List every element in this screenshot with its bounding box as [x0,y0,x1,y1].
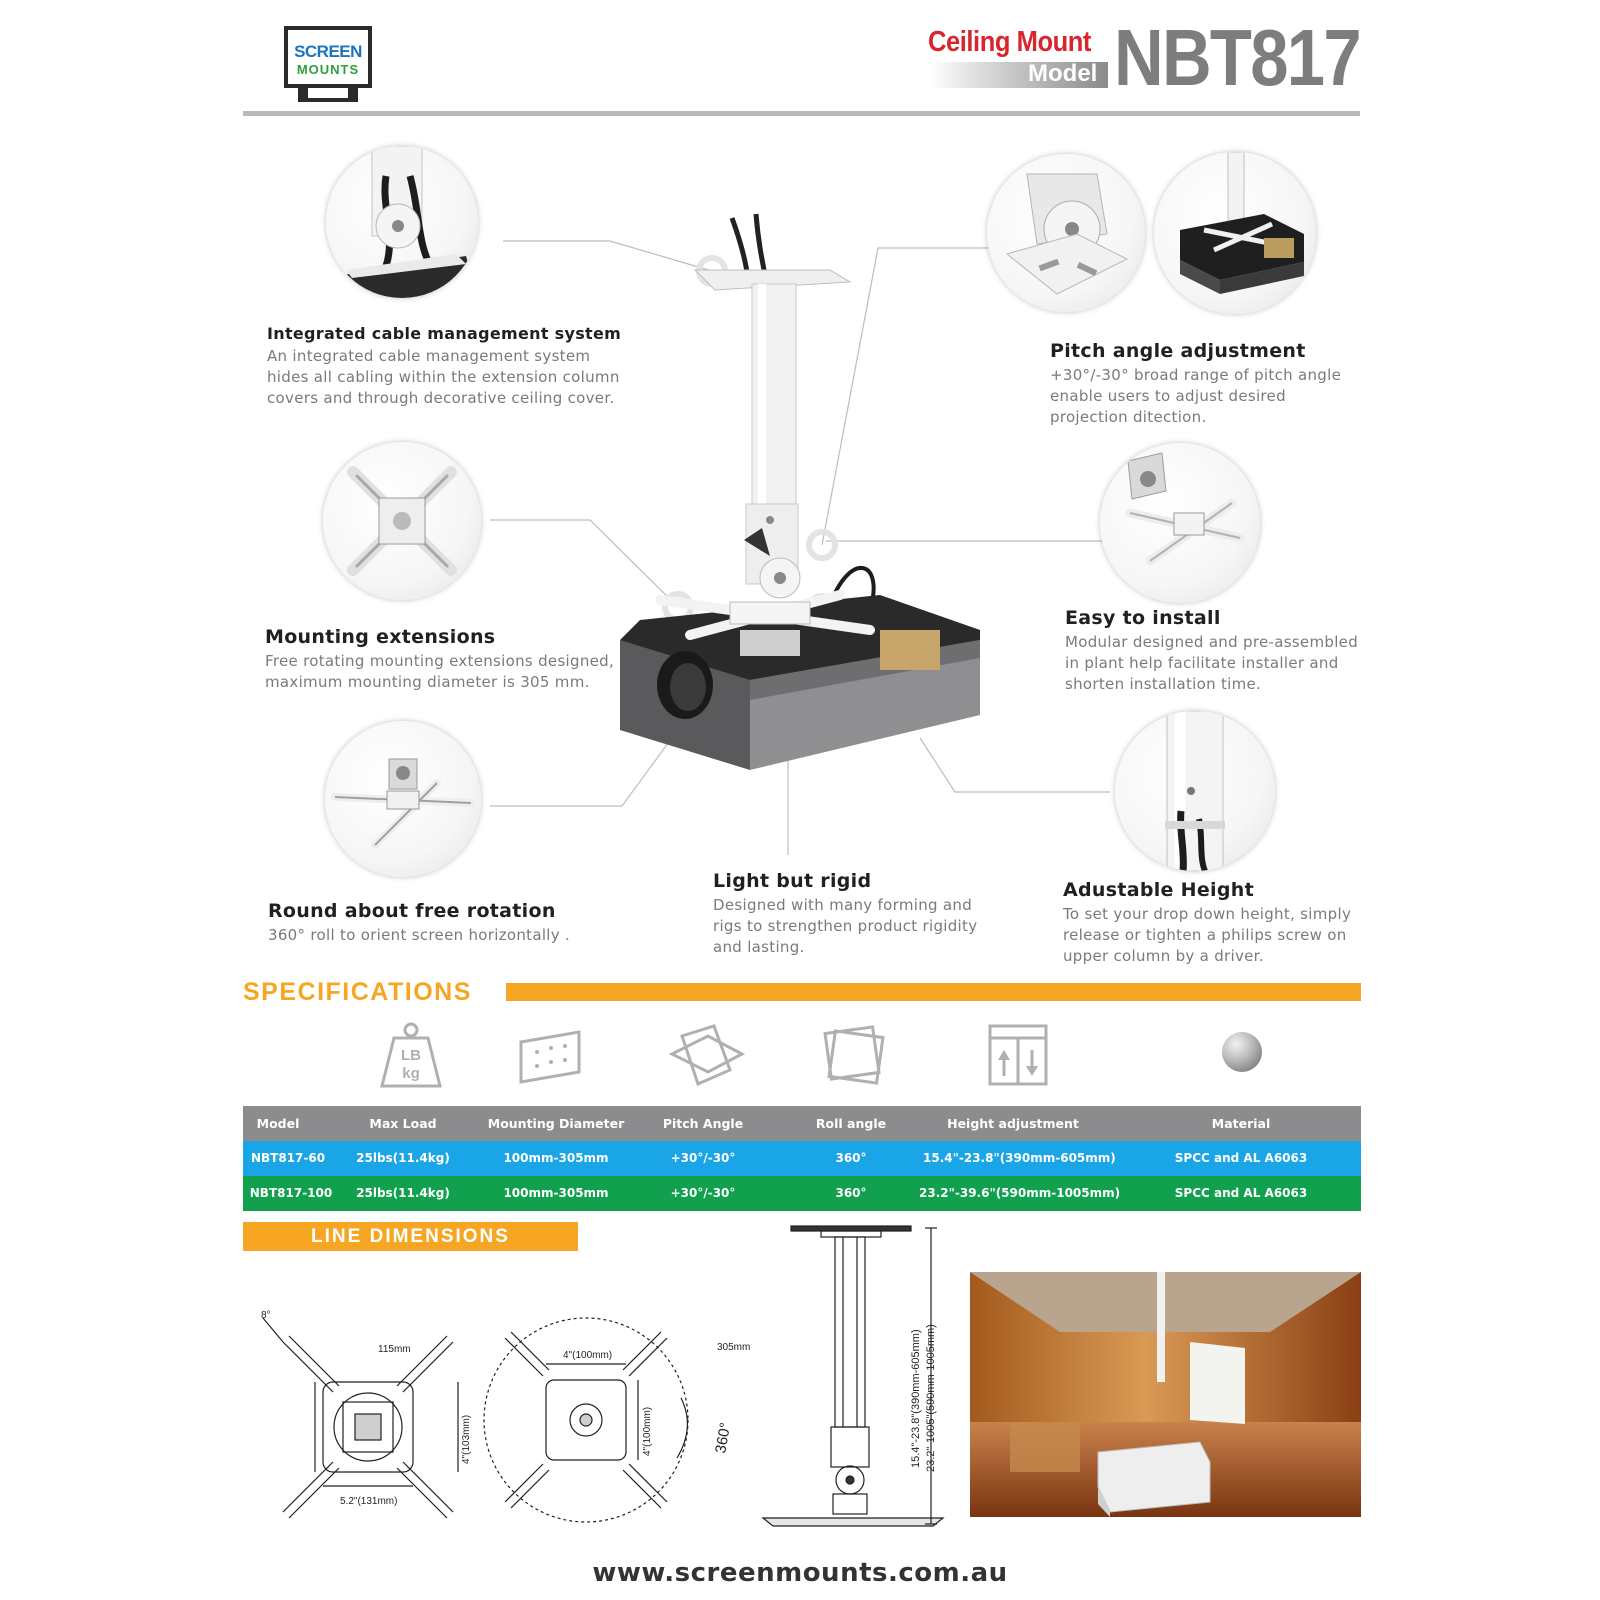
feature-title: Round about free rotation [268,900,556,922]
room-installation-photo [970,1272,1361,1517]
dim-height-1: 15.4"-23.8"(390mm-605mm) [910,1329,922,1468]
dim-d115: 115mm [378,1344,411,1355]
pitch-joint-photo [987,154,1145,312]
feature-description: Modular designed and pre-assembled in plant help facilitate installer and shorten installation time. [1065,633,1359,693]
cable-management-photo [326,146,478,298]
feature-description: Designed with many forming and rigs to strengthen product rigidity and lasting. [713,896,978,956]
screen-mounts-logo [280,18,376,106]
feature-title: Adustable Height [1063,879,1254,901]
feature-easy-install [1065,607,1375,695]
feature-description: +30°/-30° broad range of pitch angle enable users to adjust desired projection ditection. [1050,366,1342,426]
weight-icon-lb: LB [401,1047,421,1064]
feature-description: An integrated cable management system hides all cabling within the extension column covers and through decorative ceiling cover. [267,347,620,407]
line-dimensions-title: LINE DIMENSIONS [311,1226,510,1247]
feature-cable-management [267,324,627,409]
specifications-title: SPECIFICATIONS [243,978,472,1006]
model-code: NBT817 [1114,13,1360,102]
logo-stand [298,88,358,102]
feature-description: 360° roll to orient screen horizontally . [268,926,571,944]
feature-title: Pitch angle adjustment [1050,340,1306,362]
dim-w100: 4"(100mm) [563,1350,613,1361]
header-model: Model [256,1116,300,1131]
pitch-projector-photo [1154,152,1316,314]
header-height-adjustment: Height adjustment [947,1116,1079,1131]
logo-monitor-frame [284,26,372,88]
adjustable-height-photo [1115,711,1275,871]
feature-mounting-extensions [265,626,625,693]
feature-adjustable-height [1063,879,1373,967]
mounting-extensions-photo [323,442,481,600]
feature-description: To set your drop down height, simply release or tighten a philips screw on upper column by a driver. [1063,905,1352,965]
feature-free-rotation [268,900,598,946]
line-dimension-drawings [243,1218,963,1548]
feature-title: Light but rigid [713,870,872,892]
table-row: NBT817-60 25lbs(11.4kg) 100mm-305mm +30°/-30° 360° 15.4"-23.8"(390mm-605mm) SPCC and AL A6063 [243,1141,1361,1176]
dim-h103: 4"(103mm) [461,1414,472,1464]
header-mounting-diameter: Mounting Diameter [487,1116,625,1131]
weight-icon-kg: kg [402,1065,420,1082]
height-icon [986,1020,1050,1090]
weight-icon [378,1020,444,1090]
specifications-table [243,1106,1361,1211]
header-pitch-angle: Pitch Angle [662,1116,744,1131]
logo-text-screen: SCREEN [294,42,362,61]
pitch-icon [668,1020,746,1090]
table-header [243,1106,1361,1141]
plate-drawing-large [484,1318,688,1522]
logo-text-mounts: MOUNTS [296,62,360,77]
product-type-title: Ceiling Mount [928,26,1091,58]
feature-title: Easy to install [1065,607,1221,629]
dim-360: 360° [712,1421,735,1455]
plate-icon [515,1020,585,1090]
dim-h100: 4"(100mm) [642,1406,653,1456]
feature-title: Integrated cable management system [267,324,622,343]
feature-title: Mounting extensions [265,626,496,648]
free-rotation-photo [325,721,481,877]
roll-icon [822,1020,888,1090]
dim-d305: 305mm [717,1342,751,1353]
feature-description: Free rotating mounting extensions designed, maximum mounting diameter is 305 mm. [265,652,615,691]
header-material: Material [1211,1116,1271,1131]
specifications-bar [506,983,1361,1001]
dim-height-2: 23.2"-1005"(590mm-1005mm) [925,1324,937,1472]
table-row: NBT817-100 25lbs(11.4kg) 100mm-305mm +30°/-30° 360° 23.2"-39.6"(590mm-1005mm) SPCC and AL A6063 [243,1176,1361,1211]
feature-light-rigid [713,870,1013,958]
header-divider [243,111,1360,116]
model-label: Model [1028,60,1098,87]
header-max-load: Max Load [369,1116,437,1131]
header-roll-angle: Roll angle [815,1116,887,1131]
dim-w131: 5.2"(131mm) [340,1496,398,1507]
dim-angle: 8° [261,1310,271,1321]
feature-pitch-angle [1050,340,1370,428]
website-url[interactable]: www.screenmounts.com.au [592,1558,1008,1588]
projector-mount-photo [620,210,1020,800]
easy-install-photo [1100,443,1260,603]
material-icon [1220,1030,1264,1074]
plate-drawing-small [263,1318,458,1518]
